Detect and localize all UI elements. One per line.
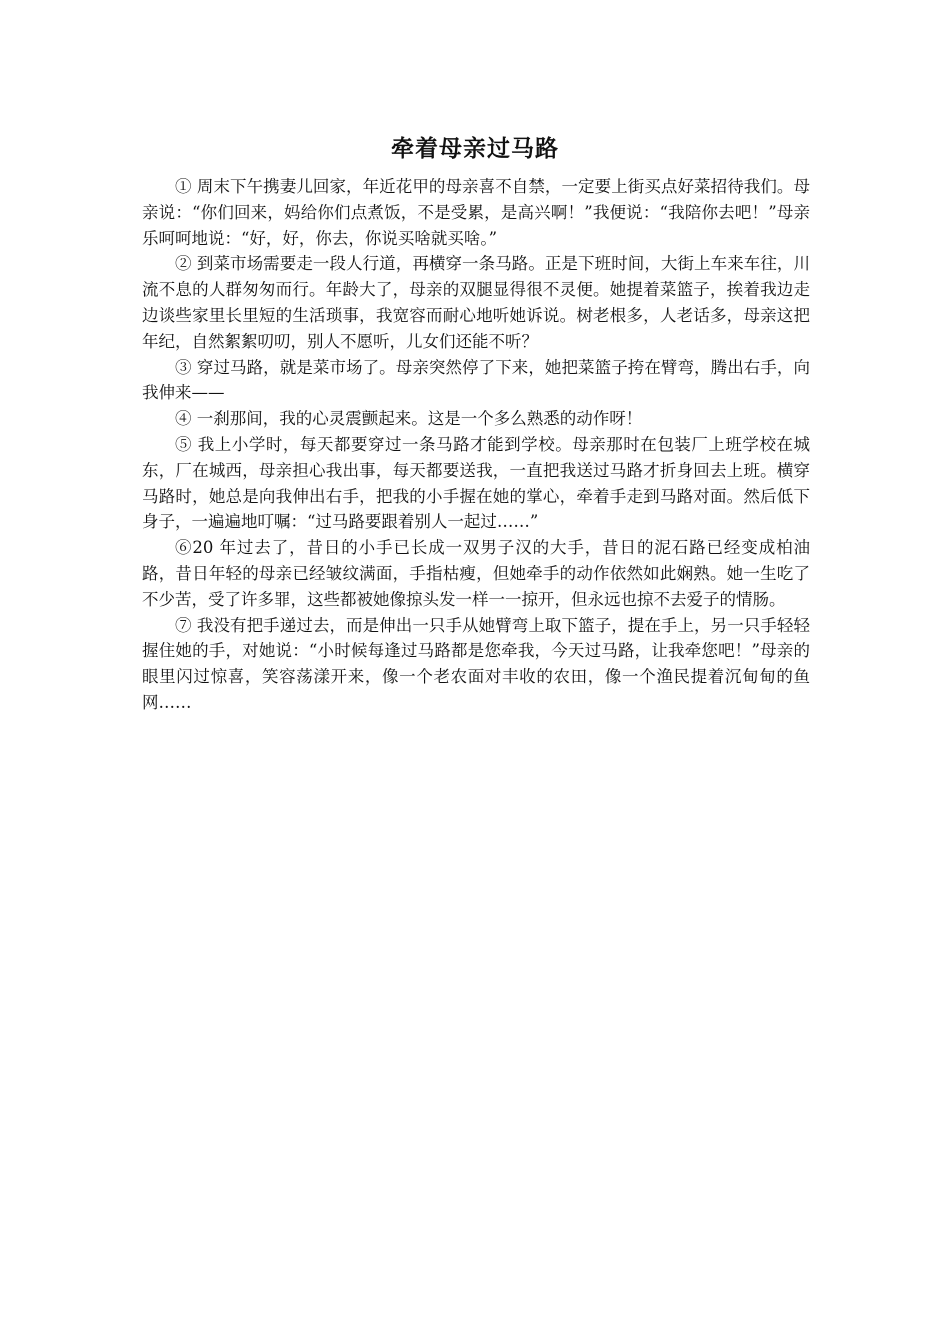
paragraph-6: ⑥20 年过去了，昔日的小手已长成一双男子汉的大手，昔日的泥石路已经变成柏油路，昔日年轻的母亲已经皱纹满面，手指枯瘦，但她牵手的动作依然如此娴熟。她一生吃了不少苦，受了许多罪，这些都被她像掠头发一样一一掠开，但永远也掠不去爱子的情肠。 bbox=[142, 538, 810, 609]
paragraph-3: ③ 穿过马路，就是菜市场了。母亲突然停了下来，她把菜篮子挎在臂弯，腾出右手，向我伸来—— bbox=[142, 357, 810, 403]
paragraph-2: ② 到菜市场需要走一段人行道，再横穿一条马路。正是下班时间，大街上车来车往，川流不息的人群匆匆而行。年龄大了，母亲的双腿显得很不灵便。她提着菜篮子，挨着我边走边谈些家里长里短的生活琐事，我宽容而耐心地听她诉说。树老根多，人老话多，母亲这把年纪，自然絮絮叨叨，别人不愿听，儿女们还能不听？ bbox=[142, 254, 810, 351]
paragraph-5: ⑤ 我上小学时，每天都要穿过一条马路才能到学校。母亲那时在包装厂上班学校在城东，厂在城西，母亲担心我出事，每天都要送我，一直把我送过马路才折身回去上班。横穿马路时，她总是向我伸出右手，把我的小手握在她的掌心，牵着手走到马路对面。然后低下身子，一遍遍地叮嘱：“过马路要跟着别人一起过……” bbox=[142, 434, 810, 532]
paragraph-1: ① 周末下午携妻儿回家，年近花甲的母亲喜不自禁，一定要上街买点好菜招待我们。母亲说：“你们回来，妈给你们点煮饭，不是受累，是高兴啊！”我便说：“我陪你去吧！”母亲乐呵呵地说：“好，好，你去，你说买啥就买啥。” bbox=[142, 177, 810, 248]
paragraph-7: ⑦ 我没有把手递过去，而是伸出一只手从她臂弯上取下篮子，提在手上，另一只手轻轻握住她的手，对她说：“小时候每逢过马路都是您牵我，今天过马路，让我牵您吧！”母亲的眼里闪过惊喜，笑容荡漾开来，像一个老农面对丰收的农田，像一个渔民提着沉甸甸的鱼网…… bbox=[142, 615, 810, 712]
paragraph-4: ④ 一刹那间，我的心灵震颤起来。这是一个多么熟悉的动作呀！ bbox=[175, 409, 643, 429]
document-body bbox=[142, 174, 810, 716]
document-title: 牵着母亲过马路 bbox=[391, 135, 559, 162]
